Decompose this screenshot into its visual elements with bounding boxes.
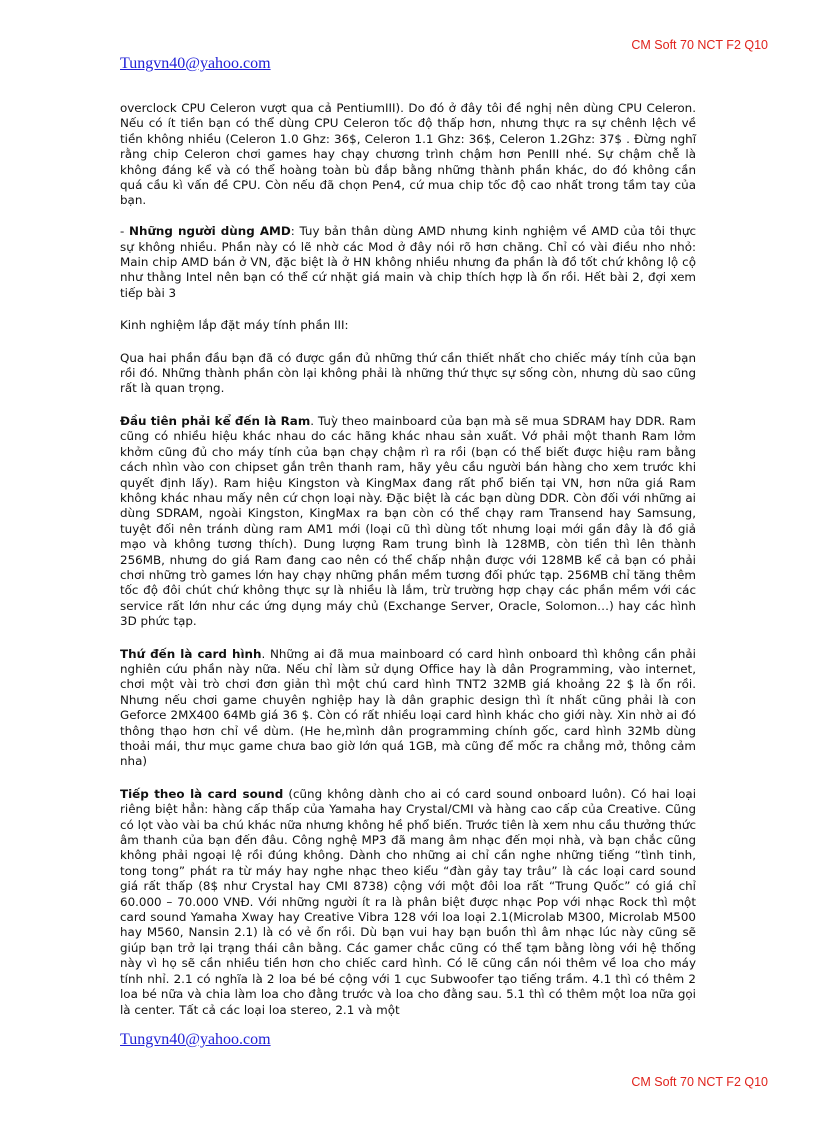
- heading-graphics-card: Thứ đến là card hình: [120, 646, 262, 661]
- heading-amd-users: Những người dùng AMD: [129, 224, 291, 239]
- paragraph-ram: [120, 414, 696, 630]
- header-email-link[interactable]: Tungvn40@yahoo.com: [120, 55, 271, 72]
- paragraph-ram-body: . Tuỳ theo mainboard của bạn mà sẽ mua SDRAM hay DDR. Ram cũng có nhiều hiệu khác nhau do các hãng khác nhau sản xuất. Vớ phải một thanh Ram lởm khởm cũng đủ cho máy tính của bạn chạy chậm rì ra rồi (bạn có thể biết được hiệu ram bằng cách nhìn vào con chipset gắn trên thanh ram, hãy yêu cầu người bán hàng cho xem trước khi quyết định lấy). Ram hiệu Kingston và KingMax đang rất phổ biến tại VN, hơn nữa giá Ram không khác nhau mấy nên cứ chọn loại này. Đặc biệt là các bạn dùng DDR. Còn đối với những ai dùng SDRAM, ngoài Kingston, KingMax ra bạn còn có thể chạy ram Transend hay Samsung, tuyệt đối nên tránh dùng ram AM1 mới (loại cũ thì dùng tốt nhưng loại mới gần đây là đồ giả mạo và không tương thích). Dung lượng Ram trung bình là 128MB, còn tiền thì lên thành 256MB, nhưng do giá Ram đang cao nên có thể chấp nhận được với 128MB kể cả bạn có phải chơi những trò games lớn hay chạy những phần mềm tương đối phức tạp. 256MB chỉ tăng thêm tốc độ đôi chút chứ không thực sự là nhiều là lắm, trừ trường hợp chạy các phần mềm với các service rất lớn như các ứng dụng máy chủ (Exchange Server, Oracle, Solomon…) hay các hình 3D phức tạp.: [120, 413, 696, 629]
- header-doc-tag: CM Soft 70 NCT F2 Q10: [631, 38, 768, 52]
- paragraph-intro: Qua hai phần đầu bạn đã có được gần đủ những thứ cần thiết nhất cho chiếc máy tính của bạn rồi đó. Những thành phần còn lại không phải là những thứ thực sự sống còn, nhưng dù sao cũng rất là quan trọng.: [120, 350, 696, 396]
- footer-doc-tag: CM Soft 70 NCT F2 Q10: [631, 1075, 768, 1089]
- section-title-part-3: Kinh nghiệm lắp đặt máy tính phần III:: [120, 318, 349, 333]
- paragraph-amd-lead: -: [120, 224, 130, 239]
- paragraph-amd-body: : Tuy bản thân dùng AMD nhưng kinh nghiệm về AMD của tôi thực sự không nhiều. Phần này có lẽ nhờ các Mod ở đây nói rõ hơn chăng. Chỉ có vài điều nho nhỏ: Main chip AMD bán ở VN, đặc biệt là ở HN không nhiều nhưng đa phần là đồ tốt chứ không lộ cộ như thằng Intel nên bạn có thể cứ nhặt giá main và chip thích hợp là ổn rồi. Hết bài 2, đợi xem tiếp bài 3: [120, 224, 696, 300]
- paragraph-sound-card: [120, 787, 696, 1018]
- heading-ram: Đầu tiên phải kể đến là Ram: [120, 413, 311, 428]
- paragraph-graphics-card: [120, 647, 696, 770]
- paragraph-graphics-card-body: . Những ai đã mua mainboard có card hình onboard thì không cần phải nghiên cứu phần này nữa. Nếu chỉ làm sử dụng Office hay là dân Programming, vào internet, chơi một vài trò chơi đơn giản thì một chú card hình TNT2 32MB giá khoảng 22 $ là ổn rồi. Nhưng nếu chơi game chuyên nghiệp hay là dân graphic design thì ít nhất cũng phải là con Geforce 2MX400 64Mb giá 36 $. Còn có rất nhiều loại card hình khác cho giới này. Xin nhờ ai đó thông thạo hơn chỉ về dùm. (He he,mình dân programming chính gốc, card hình 32Mb dùng thoải mái, thư mục game chưa bao giờ lớn quá 1GB, mà cũng để mốc ra chẳng mở, thông cảm nha): [120, 646, 696, 769]
- document-body: [120, 101, 696, 1033]
- paragraph-celeron: overclock CPU Celeron vượt qua cả PentiumIII). Do đó ở đây tôi đề nghị nên dùng CPU Celeron. Nếu có ít tiền bạn có thể dùng CPU Celeron tốc độ thấp hơn, nhưng thực ra sự chênh lệch về tiền không nhiều (Celeron 1.0 Ghz: 36$, Celeron 1.1 Ghz: 36$, Celeron 1.2Ghz: 37$ . Đừng nghĩ rằng chip Celeron chơi games hay chạy chương trình chậm hơn PenIII nhé. Sự chậm chễ là không đáng kể và có thể hoàng toàn bù đắp bằng những thành phần khác, do đó không cần quá cầu kì vấn đề CPU. Còn nếu đã chọn Pen4, cứ mua chip tốc độ cao nhất trong tầm tay của bạn.: [120, 101, 696, 208]
- paragraph-sound-card-body: (cũng không dành cho ai có card sound onboard luôn). Có hai loại riêng biệt hẳn: hàng cấp thấp của Yamaha hay Crystal/CMI và hàng cao cấp của Creative. Cũng có lọt vào vài ba chú khác nữa nhưng không hề phổ biến. Trước tiên là xem nhu cầu thưởng thức âm thanh của bạn đến đâu. Công nghệ MP3 đã mang âm nhạc đến mọi nhà, và bạn chắc cũng không phải ngoại lệ rồi đúng không. Dành cho những ai chỉ cần nghe những tiếng “tình tinh, tong tong” phát ra từ máy hay nghe nhạc theo kiểu “đàn gảy tay trâu” là các loại card sound giá rất thấp (8$ như Crystal hay CMI 8738) cộng với một đôi loa rất “Trung Quốc” có giá chỉ 60.000 – 70.000 VNĐ. Với những người ít ra là phân biệt được nhạc Pop với nhạc Rock thì một card sound Yamaha Xway hay Creative Vibra 128 với loa loại 2.1(Microlab M300, Microlab M500 hay M560, Nansin 2.1) là có vẻ ổn rồi. Dù bạn vui hay bạn buồn thì âm nhạc lúc này cũng sẽ giúp bạn trở lại trạng thái cân bằng. Các gamer chắc cũng có thể tạm bằng lòng với hệ thống này vì họ sẽ cần nhiều tiền hơn cho chiếc card hình. Có lẽ cũng cần nói thêm về loa cho máy tính nhỉ. 2.1 có nghĩa là 2 loa bé bé cộng với 1 cục Subwoofer tạo tiếng trầm. 4.1 thì có thêm 2 loa bé nữa và chia làm loa cho đằng trước và loa cho đằng sau. 5.1 thì có thêm một loa nữa gọi là center. Tất cả các loại loa stereo, 2.1 và một: [120, 786, 696, 1017]
- heading-sound-card: Tiếp theo là card sound: [120, 786, 284, 801]
- footer-email-link[interactable]: Tungvn40@yahoo.com: [120, 1031, 271, 1048]
- paragraph-amd: [120, 224, 696, 301]
